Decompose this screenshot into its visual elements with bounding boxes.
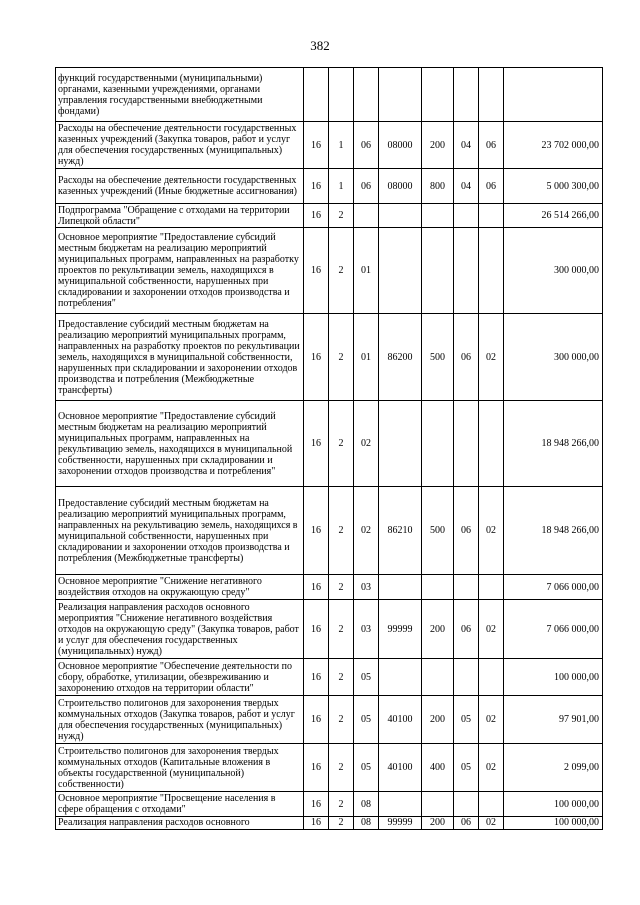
row-code-direction: [379, 659, 422, 696]
row-code-subsection: 02: [479, 600, 504, 659]
row-amount: 5 000 300,00: [504, 169, 603, 204]
row-code-subprogram: 2: [329, 575, 354, 600]
row-code-section: [454, 228, 479, 314]
row-code-direction: 86210: [379, 487, 422, 575]
row-code-ministry: 16: [304, 575, 329, 600]
row-code-direction: 86200: [379, 314, 422, 401]
row-amount: 100 000,00: [504, 792, 603, 817]
row-amount: 300 000,00: [504, 228, 603, 314]
row-code-subsection: 02: [479, 817, 504, 830]
row-code-activity: 08: [354, 792, 379, 817]
row-amount: 18 948 266,00: [504, 487, 603, 575]
table-row: [56, 68, 603, 122]
row-code-section: 04: [454, 122, 479, 169]
row-code-section: 06: [454, 817, 479, 830]
row-code-ministry: 16: [304, 792, 329, 817]
row-code-direction: [379, 204, 422, 228]
row-code-activity: 01: [354, 228, 379, 314]
row-code-expense-type: 200: [422, 696, 454, 744]
row-code-ministry: 16: [304, 204, 329, 228]
row-code-subprogram: 2: [329, 696, 354, 744]
row-code-subsection: [479, 401, 504, 487]
row-code-ministry: 16: [304, 696, 329, 744]
table-row: [56, 575, 603, 600]
row-code-ministry: 16: [304, 600, 329, 659]
row-code-ministry: 16: [304, 228, 329, 314]
row-code-ministry: 16: [304, 659, 329, 696]
row-code-expense-type: [422, 204, 454, 228]
row-code-activity: 03: [354, 575, 379, 600]
row-code-subsection: 02: [479, 487, 504, 575]
table-row: [56, 744, 603, 792]
table-row: [56, 792, 603, 817]
row-amount: 7 066 000,00: [504, 600, 603, 659]
row-name: Расходы на обеспечение деятельности государственных казенных учреждений (Иные бюджетные ассигнования): [56, 169, 304, 204]
row-amount: 100 000,00: [504, 659, 603, 696]
table-row: [56, 169, 603, 204]
row-code-direction: [379, 575, 422, 600]
row-code-subprogram: [329, 68, 354, 122]
row-name: Реализация направления расходов основного мероприятия "Снижение негативного воздействия отходов на окружающую среду" (Закупка товаров, работ и услуг для обеспечения государственных (муниципальных) нужд): [56, 600, 304, 659]
row-code-expense-type: 500: [422, 314, 454, 401]
table-row: [56, 122, 603, 169]
row-name: функций государственными (муниципальными) органами, казенными учреждениями, органами управления государственными внебюджетными фондами): [56, 68, 304, 122]
row-amount: 23 702 000,00: [504, 122, 603, 169]
row-name: Основное мероприятие "Просвещение населения в сфере обращения с отходами": [56, 792, 304, 817]
row-code-subprogram: 2: [329, 744, 354, 792]
row-code-direction: [379, 68, 422, 122]
row-code-activity: [354, 204, 379, 228]
row-name: Строительство полигонов для захоронения твердых коммунальных отходов (Капитальные вложения в объекты государственной (муниципальной) собственности): [56, 744, 304, 792]
row-code-section: 05: [454, 696, 479, 744]
row-code-direction: [379, 792, 422, 817]
row-code-activity: 05: [354, 696, 379, 744]
row-code-ministry: 16: [304, 487, 329, 575]
budget-table: [55, 67, 603, 830]
row-code-ministry: 16: [304, 314, 329, 401]
row-code-direction: 40100: [379, 696, 422, 744]
row-code-direction: 40100: [379, 744, 422, 792]
table-row: [56, 659, 603, 696]
row-amount: 300 000,00: [504, 314, 603, 401]
row-code-subsection: [479, 659, 504, 696]
row-code-subprogram: 2: [329, 600, 354, 659]
row-code-subprogram: 2: [329, 659, 354, 696]
table-row: [56, 487, 603, 575]
row-code-direction: [379, 401, 422, 487]
row-code-subprogram: 2: [329, 487, 354, 575]
row-code-subsection: [479, 204, 504, 228]
row-code-expense-type: 200: [422, 600, 454, 659]
row-code-direction: 99999: [379, 600, 422, 659]
row-code-expense-type: 500: [422, 487, 454, 575]
table-row: [56, 600, 603, 659]
row-code-expense-type: [422, 575, 454, 600]
row-code-expense-type: [422, 792, 454, 817]
row-code-section: [454, 68, 479, 122]
row-code-direction: 08000: [379, 169, 422, 204]
page-number: 382: [310, 38, 330, 53]
row-code-subsection: [479, 68, 504, 122]
row-code-activity: 02: [354, 487, 379, 575]
row-code-subprogram: 2: [329, 228, 354, 314]
row-code-subsection: 02: [479, 696, 504, 744]
row-code-ministry: [304, 68, 329, 122]
row-code-subprogram: 2: [329, 204, 354, 228]
row-amount: 100 000,00: [504, 817, 603, 830]
row-name: Основное мероприятие "Обеспечение деятельности по сбору, обработке, утилизации, обезвреживанию и захоронению отходов на территории области": [56, 659, 304, 696]
row-code-ministry: 16: [304, 817, 329, 830]
row-code-subprogram: 1: [329, 169, 354, 204]
row-code-direction: 99999: [379, 817, 422, 830]
row-code-direction: [379, 228, 422, 314]
row-code-expense-type: 400: [422, 744, 454, 792]
row-code-ministry: 16: [304, 401, 329, 487]
row-name: Подпрограмма "Обращение с отходами на территории Липецкой области": [56, 204, 304, 228]
table-row: [56, 204, 603, 228]
row-code-section: [454, 659, 479, 696]
row-code-subsection: 02: [479, 744, 504, 792]
row-code-expense-type: 200: [422, 817, 454, 830]
row-code-section: 05: [454, 744, 479, 792]
row-amount: 7 066 000,00: [504, 575, 603, 600]
row-code-expense-type: [422, 401, 454, 487]
row-name: Реализация направления расходов основного: [56, 817, 304, 830]
row-code-subprogram: 2: [329, 401, 354, 487]
row-code-subprogram: 2: [329, 817, 354, 830]
row-name: Основное мероприятие "Снижение негативного воздействия отходов на окружающую среду": [56, 575, 304, 600]
row-code-subsection: [479, 792, 504, 817]
row-code-subsection: 06: [479, 169, 504, 204]
row-code-section: 06: [454, 314, 479, 401]
row-code-expense-type: [422, 659, 454, 696]
row-code-section: [454, 792, 479, 817]
row-code-expense-type: [422, 68, 454, 122]
row-amount: 18 948 266,00: [504, 401, 603, 487]
row-code-activity: 02: [354, 401, 379, 487]
row-amount: 26 514 266,00: [504, 204, 603, 228]
row-code-ministry: 16: [304, 744, 329, 792]
row-code-activity: 05: [354, 659, 379, 696]
table-row: [56, 817, 603, 830]
row-amount: 97 901,00: [504, 696, 603, 744]
row-name: Строительство полигонов для захоронения твердых коммунальных отходов (Закупка товаров, работ и услуг для обеспечения государственных (муниципальных) нужд): [56, 696, 304, 744]
row-name: Предоставление субсидий местным бюджетам на реализацию мероприятий муниципальных программ, направленных на рекультивацию земель, находящихся в муниципальной собственности, нарушенных при складировании и захоронении отходов производства и потребления (Межбюджетные трансферты): [56, 487, 304, 575]
row-code-subsection: [479, 575, 504, 600]
row-name: Предоставление субсидий местным бюджетам на реализацию мероприятий муниципальных программ, направленных на разработку проектов по рекультивации земель, находящихся в муниципальной собственности, нарушенных при складировании и захоронении отходов производства и потребления (Межбюджетные трансферты): [56, 314, 304, 401]
row-code-ministry: 16: [304, 122, 329, 169]
row-code-section: 06: [454, 600, 479, 659]
row-code-activity: [354, 68, 379, 122]
row-code-subsection: 06: [479, 122, 504, 169]
row-code-activity: 08: [354, 817, 379, 830]
row-code-activity: 01: [354, 314, 379, 401]
row-code-activity: 06: [354, 169, 379, 204]
row-code-subprogram: 2: [329, 314, 354, 401]
row-amount: [504, 68, 603, 122]
row-code-subprogram: 2: [329, 792, 354, 817]
table-row: [56, 401, 603, 487]
row-code-activity: 05: [354, 744, 379, 792]
row-code-expense-type: 800: [422, 169, 454, 204]
row-code-section: 06: [454, 487, 479, 575]
row-code-direction: 08000: [379, 122, 422, 169]
row-amount: 2 099,00: [504, 744, 603, 792]
row-name: Расходы на обеспечение деятельности государственных казенных учреждений (Закупка товаров, работ и услуг для обеспечения государственных (муниципальных) нужд): [56, 122, 304, 169]
row-code-subsection: [479, 228, 504, 314]
row-code-activity: 06: [354, 122, 379, 169]
row-code-subprogram: 1: [329, 122, 354, 169]
row-code-expense-type: [422, 228, 454, 314]
row-code-section: [454, 401, 479, 487]
row-code-subsection: 02: [479, 314, 504, 401]
table-row: [56, 228, 603, 314]
table-row: [56, 314, 603, 401]
row-code-section: [454, 575, 479, 600]
table-row: [56, 696, 603, 744]
row-code-section: 04: [454, 169, 479, 204]
row-code-activity: 03: [354, 600, 379, 659]
row-name: Основное мероприятие "Предоставление субсидий местным бюджетам на реализацию мероприятий муниципальных программ, направленных на разработку проектов по рекультивации земель, находящихся в муниципальной собственности, нарушенных при складировании и захоронении отходов производства и потребления": [56, 228, 304, 314]
row-code-section: [454, 204, 479, 228]
row-code-ministry: 16: [304, 169, 329, 204]
row-code-expense-type: 200: [422, 122, 454, 169]
row-name: Основное мероприятие "Предоставление субсидий местным бюджетам на реализацию мероприятий муниципальных программ, направленных на рекультивацию земель, находящихся в муниципальной собственности, нарушенных при складировании и захоронении отходов производства и потребления": [56, 401, 304, 487]
